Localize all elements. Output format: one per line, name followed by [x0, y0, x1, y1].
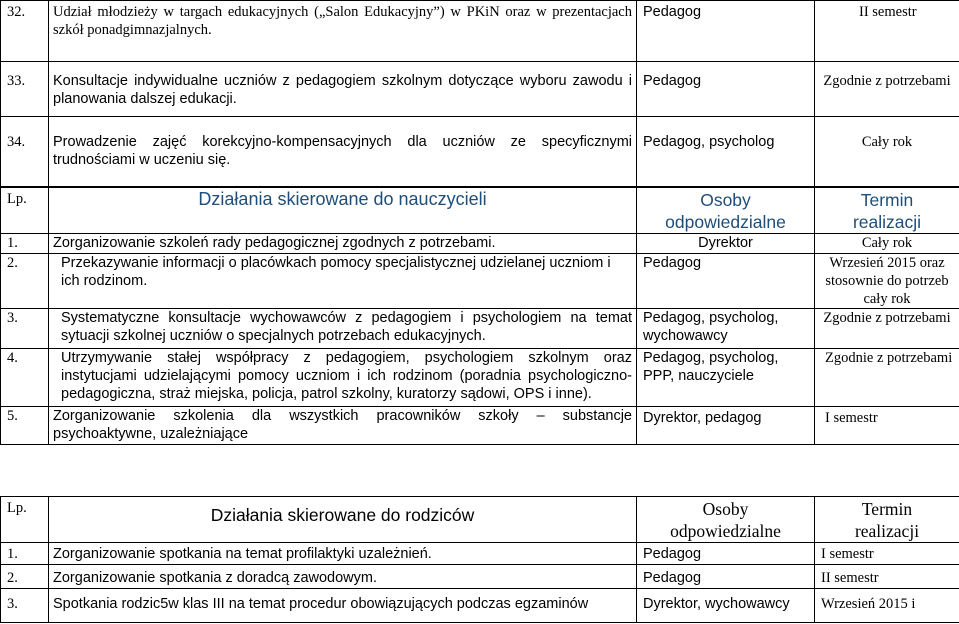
deadline: Wrzesień 2015 i	[815, 589, 959, 623]
responsible-person: Pedagog	[637, 1, 815, 62]
deadline: Zgodnie z potrzebami	[815, 309, 959, 349]
row-number: 4.	[1, 349, 49, 407]
task-description: Prowadzenie zajęć korekcyjno-kompensacyjnych dla uczniów ze specyficznymi trudnościami w uczeniu się.	[49, 117, 637, 187]
deadline: I semestr	[815, 407, 959, 445]
header-deadline-line1: Termin	[861, 499, 913, 519]
task-description: Przekazywanie informacji o placówkach pomocy specjalistycznej udzielanej uczniom i ich rodzinom.	[49, 254, 637, 309]
header-responsible-line2: odpowiedzialne	[665, 212, 786, 232]
table-row	[1, 309, 959, 349]
task-description: Konsultacje indywidualne uczniów z pedagogiem szkolnym dotyczące wyboru zawodu i planowania dalszej edukacji.	[49, 62, 637, 117]
row-number: 2.	[1, 254, 49, 309]
header-responsible-line1: Osoby	[702, 499, 749, 519]
row-number: 1.	[1, 234, 49, 254]
task-description: Zorganizowanie spotkania na temat profilaktyki uzależnień.	[49, 543, 637, 565]
header-deadline	[815, 497, 959, 543]
table-row	[1, 1, 959, 62]
deadline: II semestr	[815, 1, 959, 62]
deadline: II semestr	[815, 565, 959, 589]
deadline: I semestr	[815, 543, 959, 565]
row-number: 32.	[1, 1, 49, 62]
deadline: Zgodnie z potrzebami	[815, 349, 959, 407]
responsible-person: Pedagog, psycholog, PPP, nauczyciele	[637, 349, 815, 407]
task-description: Systematyczne konsultacje wychowawców z pedagogiem i psychologiem na temat sytuacji szkolnej uczniów o specjalnych potrzebach edukacyjnych.	[49, 309, 637, 349]
section-title: Działania skierowane do rodziców	[49, 497, 637, 543]
responsible-person: Dyrektor, wychowawcy	[637, 589, 815, 623]
row-number: 34.	[1, 117, 49, 187]
row-number: 33.	[1, 62, 49, 117]
header-responsible-line2: odpowiedzialne	[670, 521, 781, 541]
responsible-person: Dyrektor	[637, 234, 815, 254]
row-number: 3.	[1, 309, 49, 349]
task-description: Zorganizowanie szkolenia dla wszystkich pracowników szkoły – substancje psychoaktywne, uzależniające	[49, 407, 637, 445]
deadline: Wrzesień 2015 oraz stosownie do potrzeb cały rok	[815, 254, 959, 309]
header-lp: Lp.	[1, 497, 49, 543]
table-row	[1, 565, 959, 589]
row-number: 2.	[1, 565, 49, 589]
responsible-person: Pedagog, psycholog, wychowawcy	[637, 309, 815, 349]
responsible-person: Pedagog	[637, 565, 815, 589]
parents-activities-table	[0, 496, 959, 623]
task-description: Zorganizowanie spotkania z doradcą zawodowym.	[49, 565, 637, 589]
header-responsible	[637, 497, 815, 543]
row-number: 3.	[1, 589, 49, 623]
header-deadline	[815, 188, 959, 234]
responsible-person: Pedagog, psycholog	[637, 117, 815, 187]
header-responsible	[637, 188, 815, 234]
teachers-activities-table	[0, 187, 959, 445]
table-row	[1, 62, 959, 117]
responsible-person: Pedagog	[637, 543, 815, 565]
responsible-person: Dyrektor, pedagog	[637, 407, 815, 445]
header-responsible-line1: Osoby	[700, 190, 751, 210]
table-row	[1, 349, 959, 407]
header-deadline-line2: realizacji	[854, 521, 920, 541]
deadline: Zgodnie z potrzebami	[815, 62, 959, 117]
header-deadline-line1: Termin	[860, 190, 914, 210]
responsible-person: Pedagog	[637, 62, 815, 117]
section-title: Działania skierowane do nauczycieli	[49, 188, 637, 234]
responsible-person: Pedagog	[637, 254, 815, 309]
row-number: 5.	[1, 407, 49, 445]
table-row	[1, 117, 959, 187]
header-lp: Lp.	[1, 188, 49, 234]
table-row	[1, 254, 959, 309]
table-header-row	[1, 188, 959, 234]
task-description: Utrzymywanie stałej współpracy z pedagogiem, psychologiem szkolnym oraz instytucjami udzielającymi pomocy uczniom i ich rodzinom (poradnia psychologiczno-pedagogiczna, straż miejska, policja, patrol szkolny, kuratorzy sądowi, OPS i inne).	[49, 349, 637, 407]
row-number: 1.	[1, 543, 49, 565]
deadline: Cały rok	[815, 117, 959, 187]
deadline: Cały rok	[815, 234, 959, 254]
task-description: Spotkania rodzic5w klas III na temat procedur obowiązujących podczas egzaminów	[49, 589, 637, 623]
table-row	[1, 543, 959, 565]
career-activities-table	[0, 0, 959, 187]
header-deadline-line2: realizacji	[852, 212, 922, 232]
task-description: Udział młodzieży w targach edukacyjnych („Salon Edukacyjny”) w PKiN oraz w prezentacjach szkół ponadgimnazjalnych.	[49, 1, 637, 62]
task-description: Zorganizowanie szkoleń rady pedagogicznej zgodnych z potrzebami.	[49, 234, 637, 254]
table-header-row	[1, 497, 959, 543]
table-row	[1, 407, 959, 445]
table-row	[1, 234, 959, 254]
table-row	[1, 589, 959, 623]
